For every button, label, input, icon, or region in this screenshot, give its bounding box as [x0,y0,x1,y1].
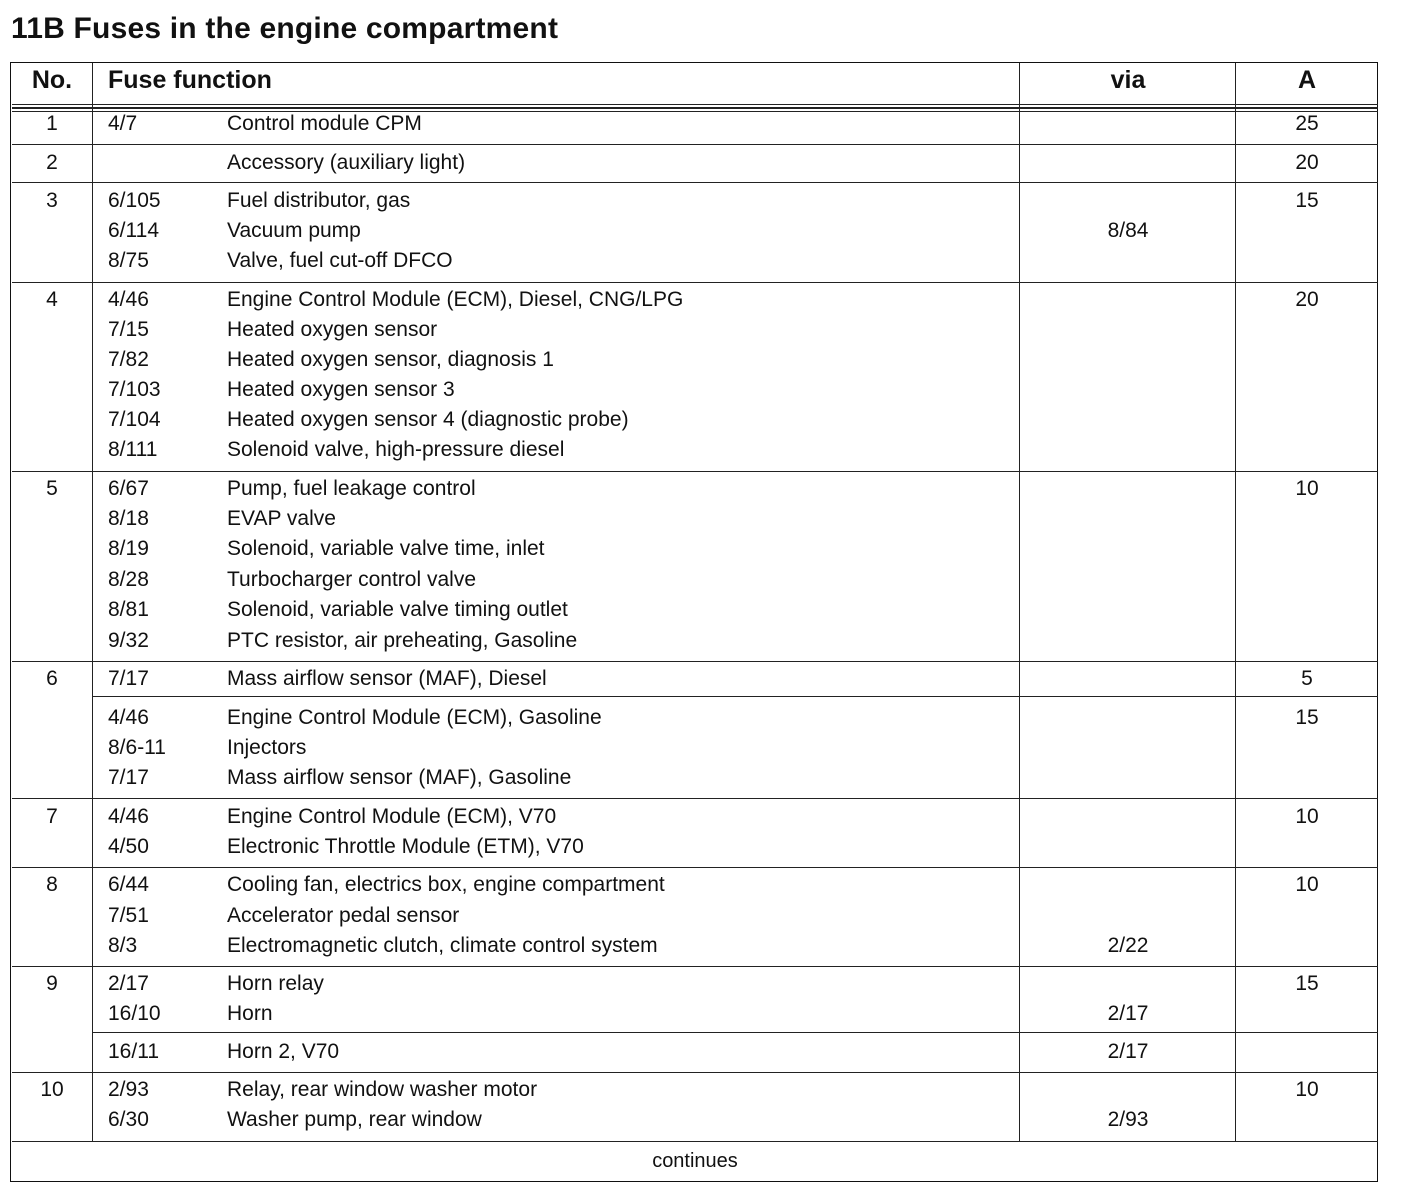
fuse-function: Mass airflow sensor (MAF), Diesel [227,667,547,690]
header-via: via [1110,66,1146,94]
fuse-function: Horn relay [227,972,324,995]
amperage: 25 [1295,112,1319,135]
fuse-function: PTC resistor, air preheating, Gasoline [227,629,578,652]
component-code: 6/44 [108,873,149,896]
component-code: 8/18 [108,507,149,530]
row-divider [12,798,1378,799]
fuse-function: Turbocharger control valve [227,568,477,591]
fuse-number: 7 [46,805,58,828]
fuse-number: 3 [46,189,58,212]
via-reference: 8/84 [1107,219,1149,242]
column-divider-no [92,63,93,1142]
component-code: 8/28 [108,568,149,591]
component-code: 16/10 [108,1002,161,1025]
component-code: 2/17 [108,972,149,995]
header-amp: A [1297,66,1317,94]
fuse-function: Accelerator pedal sensor [227,904,460,927]
via-reference: 2/93 [1107,1108,1149,1131]
component-code: 8/75 [108,249,149,272]
component-code: 7/17 [108,667,149,690]
component-code: 6/105 [108,189,161,212]
fuse-function: Heated oxygen sensor 3 [227,378,455,401]
fuse-number: 2 [46,151,58,174]
fuse-number: 4 [46,288,58,311]
row-divider [12,867,1378,868]
component-code: 7/51 [108,904,149,927]
fuse-function: Fuel distributor, gas [227,189,411,212]
via-reference: 2/22 [1107,934,1149,957]
row-subdivider [92,1032,1378,1033]
component-code: 4/50 [108,835,149,858]
fuse-function: Electromagnetic clutch, climate control system [227,934,658,957]
amperage: 10 [1295,1078,1319,1101]
fuse-function: Mass airflow sensor (MAF), Gasoline [227,766,572,789]
fuse-number: 1 [46,112,58,135]
row-divider [12,282,1378,283]
component-code: 8/19 [108,537,149,560]
amperage: 15 [1295,706,1319,729]
fuse-function: Valve, fuel cut-off DFCO [227,249,453,272]
row-subdivider [92,696,1378,697]
component-code: 4/46 [108,805,149,828]
fuse-function: Heated oxygen sensor 4 (diagnostic probe) [227,408,629,431]
fuse-function: Engine Control Module (ECM), V70 [227,805,557,828]
component-code: 16/11 [108,1040,159,1063]
continues-note: continues [652,1150,738,1172]
page-title: 11B Fuses in the engine compartment [11,12,559,45]
component-code: 7/17 [108,766,149,789]
component-code: 4/46 [108,706,149,729]
via-reference: 2/17 [1107,1040,1149,1063]
fuse-function: EVAP valve [227,507,336,530]
fuse-function: Washer pump, rear window [227,1108,482,1131]
fuse-function: Heated oxygen sensor, diagnosis 1 [227,348,554,371]
fuse-function: Pump, fuel leakage control [227,477,476,500]
fuse-function: Relay, rear window washer motor [227,1078,538,1101]
fuse-function: Horn 2, V70 [227,1040,340,1063]
header-no: No. [31,66,73,94]
fuse-number: 10 [40,1078,64,1101]
component-code: 9/32 [108,629,149,652]
component-code: 8/3 [108,934,138,957]
row-divider [12,144,1378,145]
fuse-function: Solenoid, variable valve time, inlet [227,537,545,560]
component-code: 2/93 [108,1078,149,1101]
component-code: 7/82 [108,348,149,371]
component-code: 6/30 [108,1108,149,1131]
row-divider [12,966,1378,967]
amperage: 10 [1295,873,1319,896]
fuse-number: 6 [46,667,58,690]
component-code: 7/103 [108,378,161,401]
fuse-function: Engine Control Module (ECM), Gasoline [227,706,602,729]
amperage: 20 [1295,151,1319,174]
header-function: Fuse function [108,66,272,94]
row-divider [12,182,1378,183]
component-code: 7/15 [108,318,149,341]
header-divider-bottom [12,108,1378,112]
fuse-function: Control module CPM [227,112,422,135]
fuse-function: Cooling fan, electrics box, engine compartment [227,873,665,896]
table-footer-divider [12,1141,1378,1142]
fuse-function: Injectors [227,736,307,759]
amperage: 5 [1301,667,1313,690]
component-code: 6/67 [108,477,149,500]
fuse-function: Electronic Throttle Module (ETM), V70 [227,835,584,858]
fuse-number: 9 [46,972,58,995]
via-reference: 2/17 [1107,1002,1149,1025]
fuse-function: Engine Control Module (ECM), Diesel, CNG/LPG [227,288,684,311]
amperage: 10 [1295,477,1319,500]
fuse-number: 5 [46,477,58,500]
amperage: 15 [1295,972,1319,995]
component-code: 4/46 [108,288,149,311]
component-code: 8/111 [108,438,158,461]
fuse-function: Solenoid, variable valve timing outlet [227,598,568,621]
fuse-function: Heated oxygen sensor [227,318,438,341]
fuse-number: 8 [46,873,58,896]
component-code: 8/81 [108,598,149,621]
fuse-function: Vacuum pump [227,219,361,242]
fuse-function: Solenoid valve, high-pressure diesel [227,438,565,461]
component-code: 4/7 [108,112,138,135]
component-code: 6/114 [108,219,159,242]
component-code: 7/104 [108,408,161,431]
row-divider [12,661,1378,662]
amperage: 15 [1295,189,1319,212]
amperage: 10 [1295,805,1319,828]
component-code: 8/6-11 [108,736,166,759]
amperage: 20 [1295,288,1319,311]
row-divider [12,1072,1378,1073]
fuse-function: Horn [227,1002,273,1025]
fuse-function: Accessory (auxiliary light) [227,151,466,174]
row-divider [12,471,1378,472]
